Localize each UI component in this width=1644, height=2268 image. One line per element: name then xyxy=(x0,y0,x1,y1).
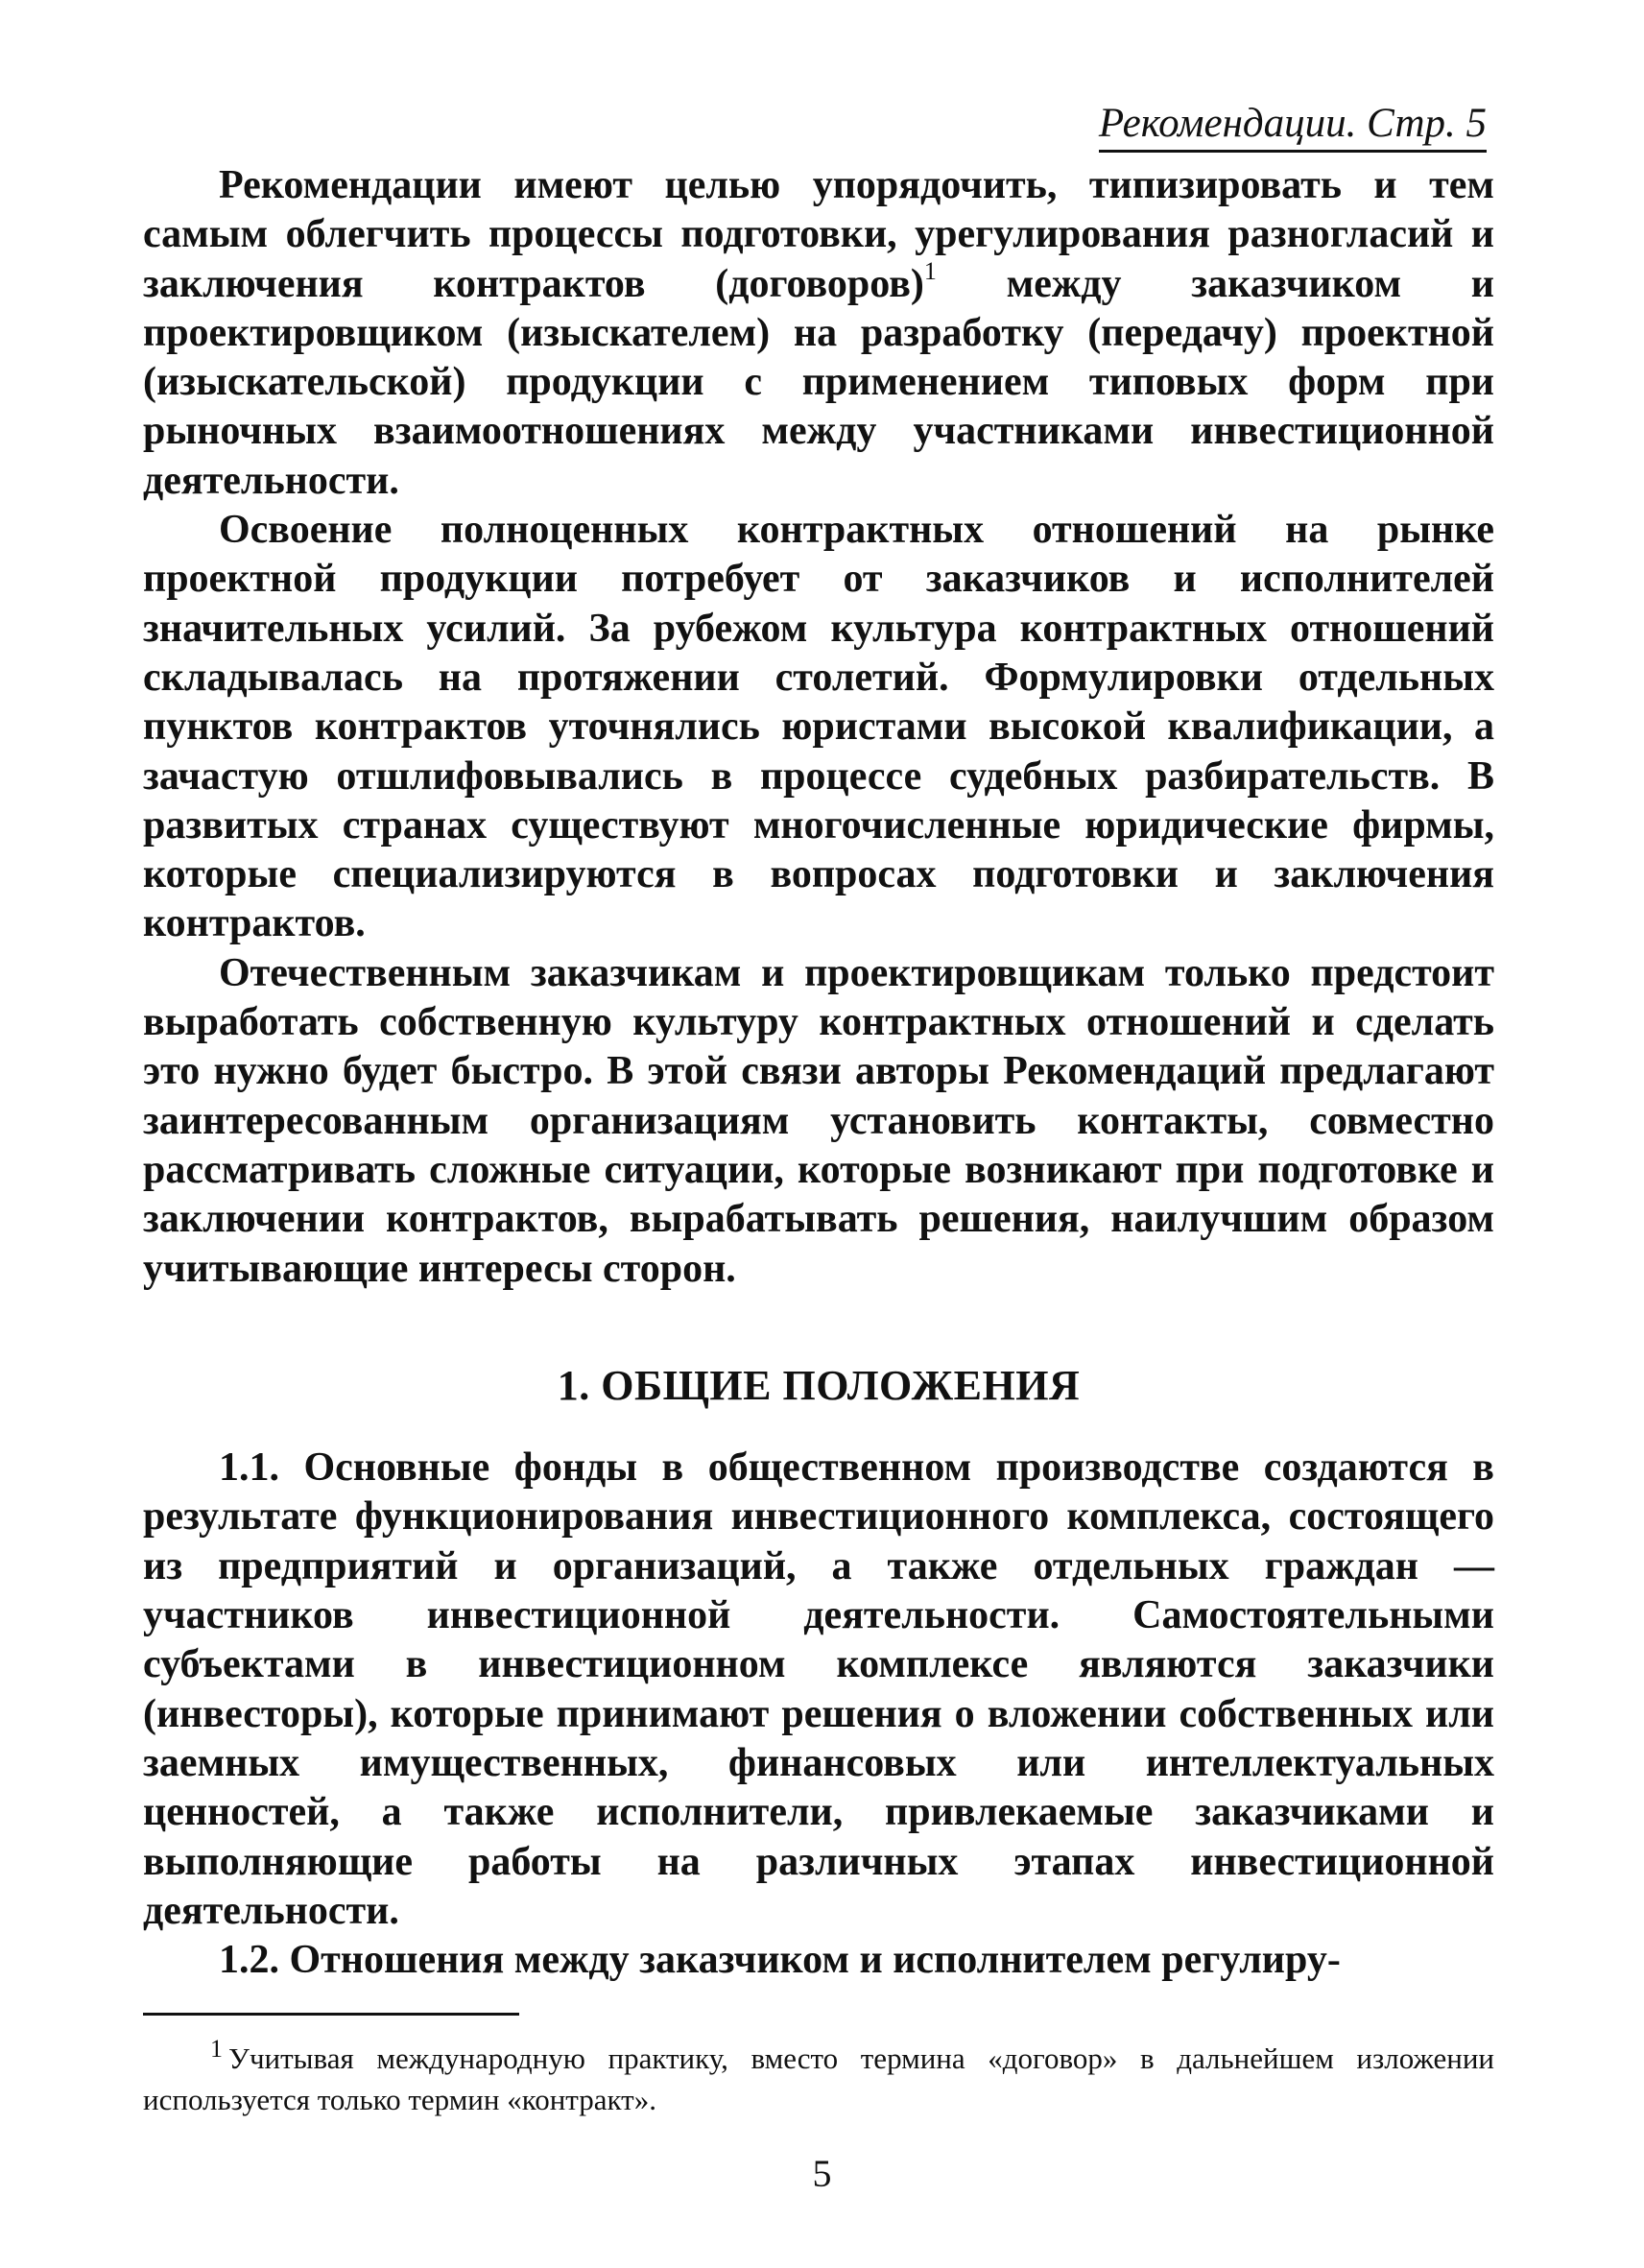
clause-number: 1.2. xyxy=(219,1938,279,1983)
clause xyxy=(143,1444,1494,1936)
footnote-reference[interactable]: 1 xyxy=(923,256,937,285)
footnote-mark: 1 xyxy=(210,2035,223,2063)
running-header: Рекомендации. Стр. 5 xyxy=(1099,101,1487,153)
section-title: 1. ОБЩИЕ ПОЛОЖЕНИЯ xyxy=(557,1361,1081,1409)
footnote-text: Учитывая международную практику, вместо термина «договор» в дальнейшем изложении используется только термин «контракт». xyxy=(143,2041,1494,2116)
paragraph xyxy=(143,161,1494,506)
clause-text: Отношения между заказчиком и исполнителем регулиру- xyxy=(279,1938,1341,1983)
clause-number: 1.1. xyxy=(219,1445,279,1491)
paragraph-text: Рекомендации имеют целью упорядочить, типизировать и тем самым облегчить процессы подготовки, урегулирования разногласий и заключения контрактов (договоров) xyxy=(143,163,1494,306)
paragraph: Отечественным заказчикам и проектировщикам только предстоит выработать собственную культуру контрактных отношений и сделать это нужно будет быстро. В этой связи авторы Рекомендаций предлагают заинтересованным организациям установить контакты, совместно рассматривать сложные ситуации, которые возникают при подготовке и заключении контрактов, вырабатывать решения, наилучшим образом учитывающие интересы сторон. xyxy=(143,950,1494,1291)
footnote xyxy=(143,2035,1494,2120)
clause xyxy=(143,1936,1494,1985)
body-text xyxy=(143,161,1494,1985)
paragraph-text: между заказчиком и проектировщиком (изыскателем) на разработку (передачу) проектной (изыскательской) продукции с применением типовых форм при рыночных взаимоотношениях между участниками инвестиционной деятельности. xyxy=(143,261,1494,503)
paragraph: Освоение полноценных контрактных отношений на рынке проектной продукции потребует от заказчиков и исполнителей значительных усилий. За рубежом культура контрактных отношений складывалась на протяжении столетий. Формулировки отдельных пунктов контрактов уточнялись юристами высокой квалификации, а зачастую отшлифовывались в процессе судебных разбирательств. В развитых странах существуют многочисленные юридические фирмы, которые специализируются в вопросах подготовки и заключения контрактов. xyxy=(143,508,1494,946)
clause-text: Основные фонды в общественном производстве создаются в результате функционирования инвестиционного комплекса, состоящего из предприятий и организаций, а также отдельных граждан — участников инвестиционной деятельности. Самостоятельными субъектами в инвестиционном комплексе являются заказчики (инвесторы), которые принимают решения о вложении собственных или заемных имущественных, финансовых или интеллектуальных ценностей, а также исполнители, привлекаемые заказчиками и выполняющие работы на различных этапах инвестиционной деятельности. xyxy=(143,1445,1494,1933)
footnote-divider xyxy=(143,2013,519,2016)
page-number: 5 xyxy=(812,2152,832,2195)
